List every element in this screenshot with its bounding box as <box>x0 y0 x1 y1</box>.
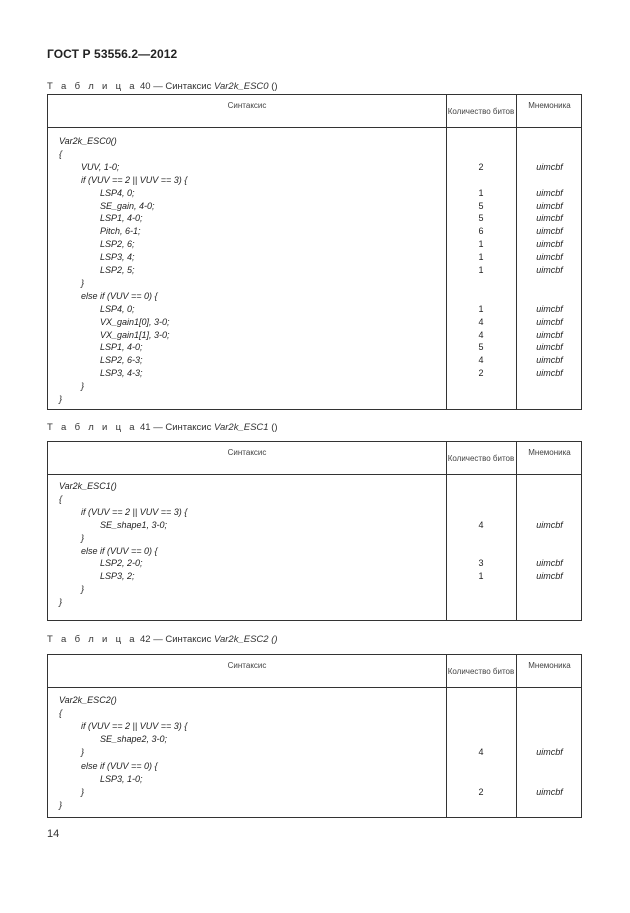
syntax-cell: } <box>81 786 85 797</box>
table-row <box>48 291 581 304</box>
table-caption <box>47 634 278 645</box>
syntax-cell: { <box>59 148 63 159</box>
bit-count-cell: 2 <box>478 161 484 172</box>
mnemonic-cell: uimcbf <box>536 265 563 275</box>
syntax-cell: { <box>59 708 63 719</box>
table-row <box>48 774 581 787</box>
column-header-count: Количество битов <box>447 106 515 116</box>
syntax-cell: if (VUV == 2 || VUV == 3) { <box>81 506 188 517</box>
table-row <box>48 800 581 813</box>
table-row <box>48 355 581 368</box>
table-row <box>48 278 581 291</box>
table-row <box>48 304 581 317</box>
bit-count-cell: 1 <box>478 303 484 314</box>
syntax-table-40 <box>47 94 582 410</box>
table-row <box>48 175 581 188</box>
table-row <box>48 597 581 610</box>
syntax-cell: } <box>81 584 85 595</box>
mnemonic-cell: uimcbf <box>536 213 563 224</box>
syntax-cell: LSP1, 4-0; <box>100 342 143 353</box>
syntax-cell: LSP3, 4; <box>100 252 135 263</box>
table-row <box>48 721 581 734</box>
table-row <box>48 761 581 774</box>
syntax-cell: LSP4, 0; <box>100 187 135 198</box>
column-header-count: Количество битов <box>447 453 515 463</box>
table-row <box>48 213 581 226</box>
caption-name: Var2k_ESC1 <box>213 422 269 433</box>
table-row <box>48 162 581 175</box>
caption-suffix: () <box>268 422 278 433</box>
table-header <box>48 442 581 475</box>
syntax-cell: } <box>81 532 85 543</box>
bit-count-cell: 1 <box>478 571 484 582</box>
bit-count-cell: 4 <box>478 747 484 758</box>
syntax-cell: LSP3, 4-3; <box>100 368 143 379</box>
bit-count-cell: 6 <box>478 226 484 237</box>
syntax-cell: } <box>81 381 85 392</box>
table-row <box>48 381 581 394</box>
mnemonic-cell: uimcbf <box>536 187 563 198</box>
mnemonic-cell: uimcbf <box>536 161 563 172</box>
mnemonic-cell: uimcbf <box>536 355 563 366</box>
table-row <box>48 265 581 278</box>
column-header-count: Количество битов <box>447 666 515 676</box>
syntax-cell: Var2k_ESC0() <box>59 136 117 146</box>
mnemonic-cell: uimcbf <box>536 786 563 797</box>
syntax-cell: } <box>81 277 85 288</box>
mnemonic-cell: uimcbf <box>536 329 563 340</box>
mnemonic-cell: uimcbf <box>536 303 563 314</box>
caption-number: 42 — Синтаксис <box>139 634 214 645</box>
caption-name: Var2k_ESC0 <box>213 81 269 92</box>
bit-count-cell: 5 <box>478 200 484 211</box>
table-row <box>48 520 581 533</box>
table-row <box>48 239 581 252</box>
table-row <box>48 252 581 265</box>
document-header: ГОСТ Р 53556.2—2012 <box>47 47 178 61</box>
bit-count-cell: 4 <box>478 316 484 327</box>
column-header-syntax: Синтаксис <box>227 661 267 670</box>
mnemonic-cell: uimcbf <box>536 519 563 530</box>
syntax-cell: Var2k_ESC1() <box>59 481 117 491</box>
table-row <box>48 136 581 149</box>
syntax-table-41 <box>47 441 582 621</box>
syntax-cell: SE_shape2, 3-0; <box>100 734 168 745</box>
caption-number: 40 — Синтаксис <box>139 81 214 92</box>
caption-prefix: Т а б л и ц а <box>47 81 138 92</box>
bit-count-cell: 1 <box>478 252 484 263</box>
syntax-cell: } <box>59 799 63 810</box>
bit-count-cell: 1 <box>478 239 484 250</box>
bit-count-cell: 1 <box>478 187 484 198</box>
caption-suffix: () <box>268 81 278 92</box>
syntax-cell: LSP3, 1-0; <box>100 773 143 784</box>
caption-name: Var2k_ESC2 () <box>213 634 278 645</box>
table-row <box>48 546 581 559</box>
syntax-cell: } <box>59 597 63 608</box>
bit-count-cell: 3 <box>478 558 484 569</box>
table-row <box>48 188 581 201</box>
bit-count-cell: 4 <box>478 329 484 340</box>
syntax-cell: LSP2, 6; <box>100 239 135 250</box>
syntax-cell: LSP2, 6-3; <box>100 355 143 366</box>
syntax-cell: else if (VUV == 0) { <box>81 545 158 556</box>
table-row <box>48 734 581 747</box>
syntax-cell: else if (VUV == 0) { <box>81 760 158 771</box>
table-row <box>48 507 581 520</box>
syntax-cell: { <box>59 493 63 504</box>
syntax-table-42 <box>47 654 582 818</box>
table-row <box>48 149 581 162</box>
bit-count-cell: 2 <box>478 368 484 379</box>
table-header <box>48 95 581 128</box>
column-header-syntax: Синтаксис <box>227 448 267 457</box>
table-row <box>48 584 581 597</box>
syntax-cell: } <box>59 394 63 404</box>
caption-number: 41 — Синтаксис <box>139 422 214 433</box>
syntax-cell: Var2k_ESC2() <box>59 695 117 705</box>
table-row <box>48 558 581 571</box>
mnemonic-cell: uimcbf <box>536 342 563 353</box>
syntax-cell: VX_gain1[1], 3-0; <box>100 329 170 340</box>
syntax-cell: Pitch, 6-1; <box>100 226 141 237</box>
table-row <box>48 787 581 800</box>
page-number: 14 <box>47 828 60 840</box>
column-header-mnemonic: Мнемоника <box>528 448 571 457</box>
caption-prefix: Т а б л и ц а <box>47 634 138 645</box>
mnemonic-cell: uimcbf <box>536 239 563 250</box>
caption-prefix: Т а б л и ц а <box>47 422 138 433</box>
syntax-cell: LSP3, 2; <box>100 571 135 582</box>
table-row <box>48 571 581 584</box>
syntax-cell: if (VUV == 2 || VUV == 3) { <box>81 721 188 732</box>
table-row <box>48 481 581 494</box>
table-row <box>48 394 581 407</box>
table-row <box>48 494 581 507</box>
bit-count-cell: 4 <box>478 355 484 366</box>
table-row <box>48 533 581 546</box>
syntax-cell: SE_gain, 4-0; <box>100 200 155 211</box>
bit-count-cell: 2 <box>478 786 484 797</box>
mnemonic-cell: uimcbf <box>536 200 563 211</box>
syntax-cell: } <box>81 747 85 758</box>
table-row <box>48 708 581 721</box>
syntax-cell: VUV, 1-0; <box>81 161 120 172</box>
table-caption <box>47 81 278 92</box>
column-header-mnemonic: Мнемоника <box>528 101 571 110</box>
syntax-cell: VX_gain1[0], 3-0; <box>100 316 170 327</box>
column-header-mnemonic: Мнемоника <box>528 661 571 670</box>
bit-count-cell: 4 <box>478 519 484 530</box>
syntax-cell: LSP2, 2-0; <box>100 558 143 569</box>
bit-count-cell: 5 <box>478 213 484 224</box>
mnemonic-cell: uimcbf <box>536 368 563 379</box>
mnemonic-cell: uimcbf <box>536 571 563 582</box>
table-row <box>48 747 581 760</box>
mnemonic-cell: uimcbf <box>536 558 563 569</box>
table-row <box>48 201 581 214</box>
table-row <box>48 330 581 343</box>
table-row <box>48 342 581 355</box>
mnemonic-cell: uimcbf <box>536 252 563 263</box>
table-row <box>48 368 581 381</box>
mnemonic-cell: uimcbf <box>536 316 563 327</box>
bit-count-cell: 5 <box>478 342 484 353</box>
bit-count-cell: 1 <box>478 265 484 275</box>
syntax-cell: LSP2, 5; <box>100 265 135 275</box>
syntax-cell: LSP4, 0; <box>100 303 135 314</box>
table-caption <box>47 422 278 433</box>
mnemonic-cell: uimcbf <box>536 226 563 237</box>
table-row <box>48 226 581 239</box>
table-row <box>48 695 581 708</box>
table-header <box>48 655 581 688</box>
syntax-cell: LSP1, 4-0; <box>100 213 143 224</box>
syntax-cell: else if (VUV == 0) { <box>81 290 158 301</box>
table-row <box>48 317 581 330</box>
column-header-syntax: Синтаксис <box>227 101 267 110</box>
syntax-cell: SE_shape1, 3-0; <box>100 519 168 530</box>
syntax-cell: if (VUV == 2 || VUV == 3) { <box>81 174 188 185</box>
mnemonic-cell: uimcbf <box>536 747 563 758</box>
